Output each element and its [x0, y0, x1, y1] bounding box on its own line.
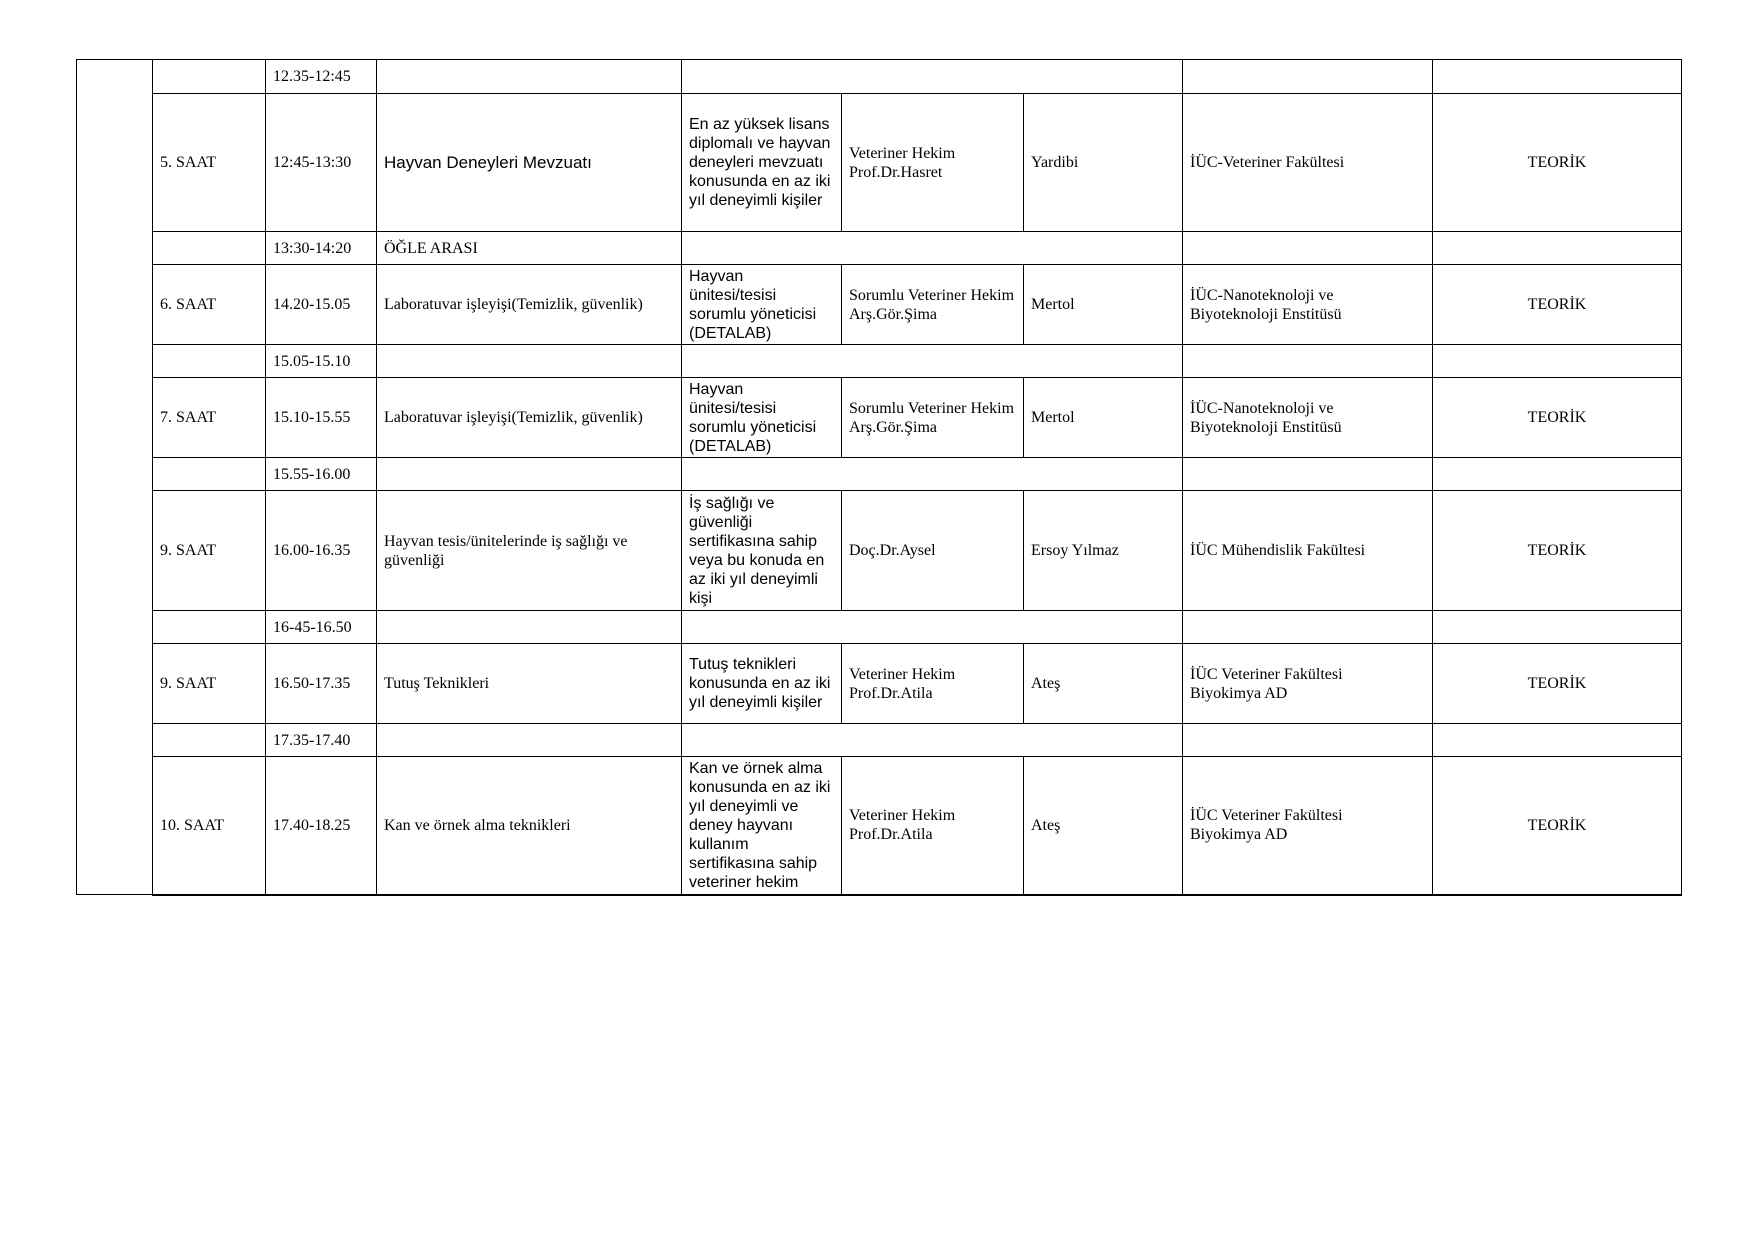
table-row — [77, 491, 1682, 611]
hour-cell: 6. SAAT — [153, 265, 266, 345]
topic-cell: ÖĞLE ARASI — [377, 232, 682, 265]
table-row — [77, 724, 1682, 757]
type-cell: TEORİK — [1433, 491, 1682, 611]
time-cell: 15.55-16.00 — [266, 458, 377, 491]
surname-cell: Mertol — [1024, 378, 1183, 458]
institution-cell: İÜC-Nanoteknoloji ve Biyoteknoloji Enstitüsü — [1183, 265, 1433, 345]
table-row — [77, 60, 1682, 94]
institution-cell — [1183, 458, 1433, 491]
type-cell — [1433, 345, 1682, 378]
surname-cell: Ersoy Yılmaz — [1024, 491, 1183, 611]
institution-cell: İÜC Veteriner Fakültesi Biyokimya AD — [1183, 644, 1433, 724]
topic-cell: Hayvan Deneyleri Mevzuatı — [377, 94, 682, 232]
qualification-cell: Hayvan ünitesi/tesisi sorumlu yöneticisi (DETALAB) — [682, 265, 842, 345]
surname-cell: Ateş — [1024, 757, 1183, 895]
institution-cell: İÜC Mühendislik Fakültesi — [1183, 491, 1433, 611]
type-cell — [1433, 458, 1682, 491]
topic-cell — [377, 724, 682, 757]
hour-cell: 10. SAAT — [153, 757, 266, 895]
instructor-cell: Veteriner Hekim Prof.Dr.Hasret — [842, 94, 1024, 232]
hour-cell: 7. SAAT — [153, 378, 266, 458]
table-row — [77, 265, 1682, 345]
qualification-cell: En az yüksek lisans diplomalı ve hayvan deneyleri mevzuatı konusunda en az iki yıl deneyimli kişiler — [682, 94, 842, 232]
break-span-cell — [682, 345, 1183, 378]
hour-cell — [153, 60, 266, 94]
table-row — [77, 757, 1682, 895]
topic-cell — [377, 458, 682, 491]
type-cell — [1433, 232, 1682, 265]
topic-cell — [377, 611, 682, 644]
topic-cell: Laboratuvar işleyişi(Temizlik, güvenlik) — [377, 378, 682, 458]
instructor-cell: Veteriner Hekim Prof.Dr.Atila — [842, 644, 1024, 724]
instructor-cell: Veteriner Hekim Prof.Dr.Atila — [842, 757, 1024, 895]
surname-cell: Mertol — [1024, 265, 1183, 345]
time-cell: 15.05-15.10 — [266, 345, 377, 378]
qualification-cell: Hayvan ünitesi/tesisi sorumlu yöneticisi (DETALAB) — [682, 378, 842, 458]
topic-cell: Kan ve örnek alma teknikleri — [377, 757, 682, 895]
break-span-cell — [682, 232, 1183, 265]
table-row — [77, 378, 1682, 458]
time-cell: 17.35-17.40 — [266, 724, 377, 757]
institution-cell — [1183, 232, 1433, 265]
break-span-cell — [682, 611, 1183, 644]
hour-cell — [153, 458, 266, 491]
type-cell — [1433, 724, 1682, 757]
type-cell: TEORİK — [1433, 265, 1682, 345]
hour-cell: 9. SAAT — [153, 491, 266, 611]
table-row — [77, 94, 1682, 232]
surname-cell: Ateş — [1024, 644, 1183, 724]
instructor-cell: Doç.Dr.Aysel — [842, 491, 1024, 611]
institution-cell: İÜC Veteriner Fakültesi Biyokimya AD — [1183, 757, 1433, 895]
hour-cell: 9. SAAT — [153, 644, 266, 724]
institution-cell — [1183, 60, 1433, 94]
table-row — [77, 458, 1682, 491]
time-cell: 15.10-15.55 — [266, 378, 377, 458]
topic-cell — [377, 345, 682, 378]
time-cell: 13:30-14:20 — [266, 232, 377, 265]
type-cell: TEORİK — [1433, 94, 1682, 232]
topic-cell — [377, 60, 682, 94]
topic-cell: Laboratuvar işleyişi(Temizlik, güvenlik) — [377, 265, 682, 345]
qualification-cell: Kan ve örnek alma konusunda en az iki yıl deneyimli ve deney hayvanı kullanım sertifikasına sahip veteriner hekim — [682, 757, 842, 895]
table-row — [77, 345, 1682, 378]
type-cell — [1433, 611, 1682, 644]
hour-cell — [153, 232, 266, 265]
institution-cell — [1183, 345, 1433, 378]
time-cell: 12:45-13:30 — [266, 94, 377, 232]
type-cell: TEORİK — [1433, 644, 1682, 724]
time-cell: 16.00-16.35 — [266, 491, 377, 611]
instructor-cell: Sorumlu Veteriner Hekim Arş.Gör.Şima — [842, 378, 1024, 458]
hour-cell — [153, 724, 266, 757]
table-row — [77, 644, 1682, 724]
type-cell — [1433, 60, 1682, 94]
institution-cell: İÜC-Veteriner Fakültesi — [1183, 94, 1433, 232]
qualification-cell: İş sağlığı ve güvenliği sertifikasına sahip veya bu konuda en az iki yıl deneyimli kişi — [682, 491, 842, 611]
hour-cell: 5. SAAT — [153, 94, 266, 232]
break-span-cell — [682, 60, 1183, 94]
break-span-cell — [682, 724, 1183, 757]
institution-cell — [1183, 611, 1433, 644]
surname-cell: Yardibi — [1024, 94, 1183, 232]
topic-cell: Tutuş Teknikleri — [377, 644, 682, 724]
time-cell: 12.35-12:45 — [266, 60, 377, 94]
type-cell: TEORİK — [1433, 378, 1682, 458]
type-cell: TEORİK — [1433, 757, 1682, 895]
hour-cell — [153, 611, 266, 644]
time-cell: 16-45-16.50 — [266, 611, 377, 644]
topic-cell: Hayvan tesis/ünitelerinde iş sağlığı ve güvenliği — [377, 491, 682, 611]
day-column-cell — [77, 60, 153, 895]
table-row — [77, 232, 1682, 265]
institution-cell — [1183, 724, 1433, 757]
schedule-table — [76, 59, 1682, 896]
instructor-cell: Sorumlu Veteriner Hekim Arş.Gör.Şima — [842, 265, 1024, 345]
time-cell: 16.50-17.35 — [266, 644, 377, 724]
hour-cell — [153, 345, 266, 378]
table-row — [77, 611, 1682, 644]
break-span-cell — [682, 458, 1183, 491]
qualification-cell: Tutuş teknikleri konusunda en az iki yıl deneyimli kişiler — [682, 644, 842, 724]
institution-cell: İÜC-Nanoteknoloji ve Biyoteknoloji Enstitüsü — [1183, 378, 1433, 458]
time-cell: 14.20-15.05 — [266, 265, 377, 345]
time-cell: 17.40-18.25 — [266, 757, 377, 895]
